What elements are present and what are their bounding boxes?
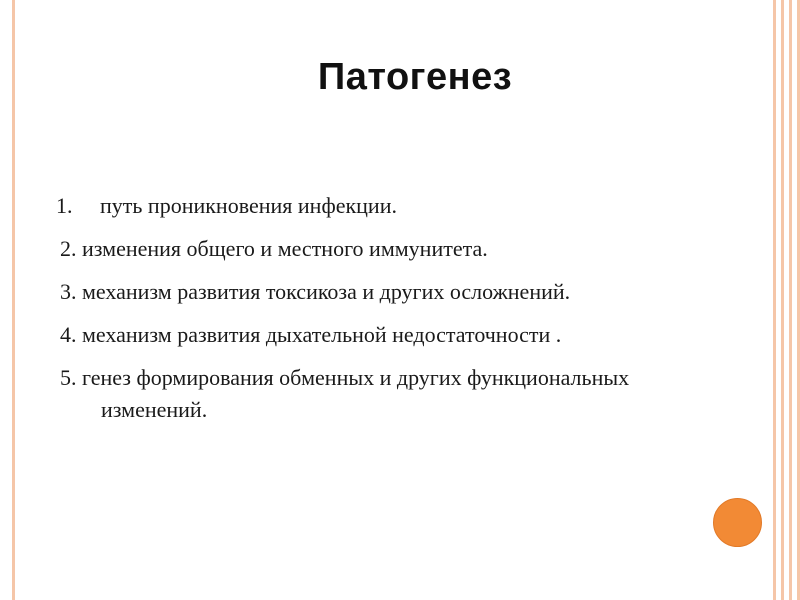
decorative-circle [713, 498, 762, 547]
pathogenesis-list [56, 190, 766, 437]
list-item [56, 233, 766, 265]
list-item [56, 319, 766, 351]
list-item-text: 3. механизм развития токсикоза и других осложнений. [60, 279, 571, 304]
list-item-text: 2. изменения общего и местного иммунитета. [60, 236, 488, 261]
slide-title: Патогенез [317, 56, 513, 98]
list-item-text: 5. генез формирования обменных и других функциональных [60, 365, 630, 390]
list-item [56, 362, 766, 426]
list-item [56, 190, 766, 222]
list-item [56, 276, 766, 308]
list-item-number: 1. [56, 193, 73, 218]
list-item-text: 4. механизм развития дыхательной недостаточности . [60, 322, 562, 347]
list-item-text: путь проникновения инфекции. [100, 193, 397, 218]
list-item-continuation: изменений. [101, 397, 208, 422]
